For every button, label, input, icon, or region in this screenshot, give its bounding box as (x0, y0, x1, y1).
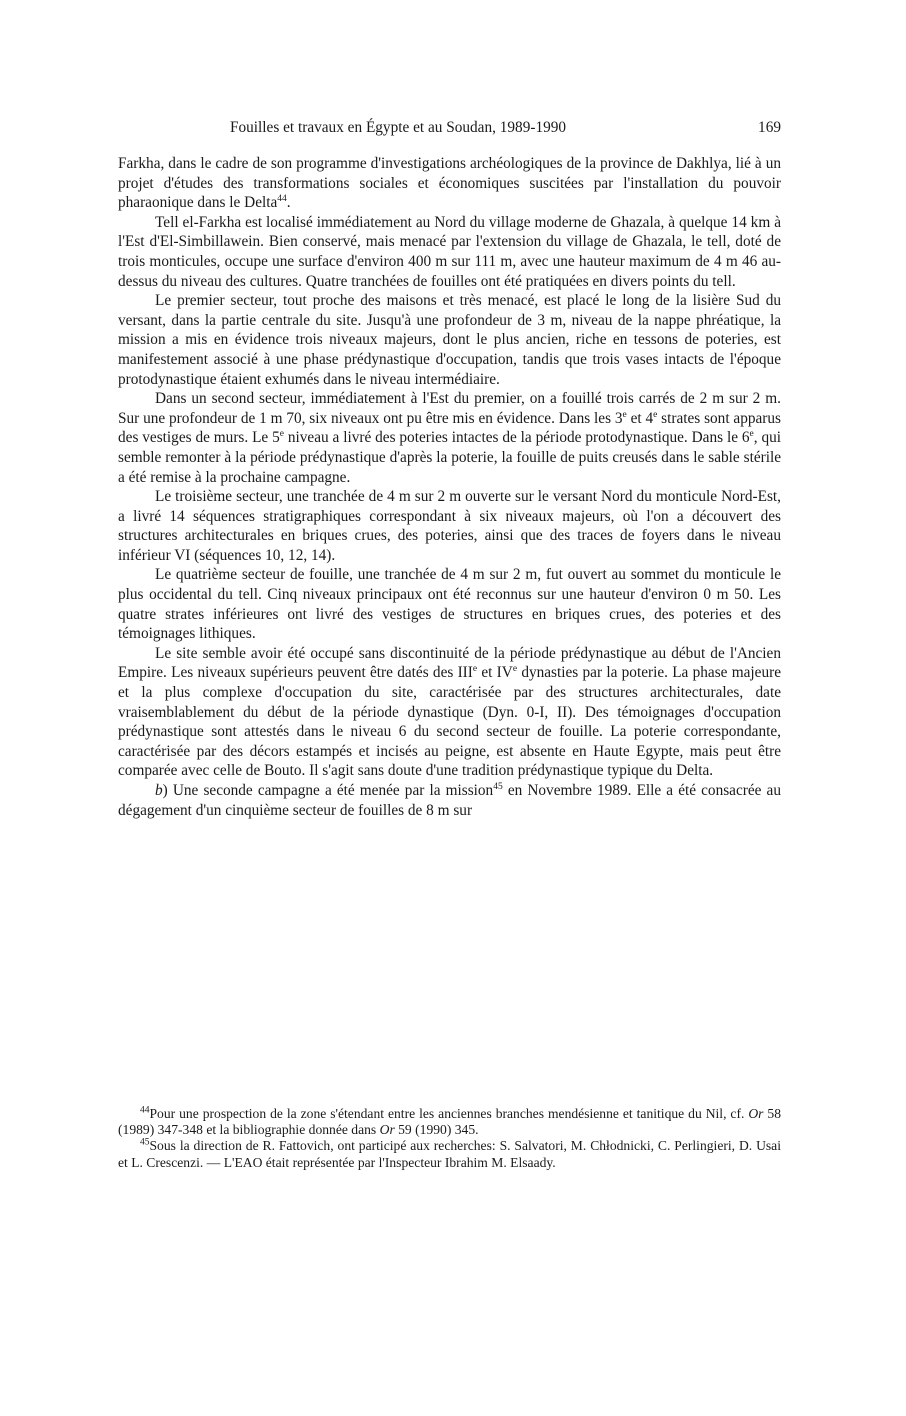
paragraph-4: Dans un second secteur, immédiatement à l'Est du premier, on a fouillé trois carrés de 2 m sur 2 m. Sur une profondeur de 1 m 70, six niveaux ont pu être mis en évidence. Dans les 3e et 4e strates sont apparus des vestiges de murs. Le 5e niveau a livré des poteries intactes de la période protodynastique. Dans le 6e, qui semble remonter à la période prédynastique d'après la poterie, la fouille de puits creusés dans le sable stérile a été remise à la prochaine campagne. (118, 390, 782, 486)
paragraph-3: Le premier secteur, tout proche des maisons et très menacé, est placé le long de la lisière Sud du versant, dans la partie centrale du site. Jusqu'à une profondeur de 3 m, niveau de la nappe phréatique, la mission a mis en évidence trois niveaux majeurs, dont le plus ancien, riche en tessons de poteries, est manifestement associé à une phase prédynastique d'occupation, tandis que trois vases intacts de l'époque protodynastique étaient exhumés dans le niveau intermédiaire. (118, 292, 781, 388)
paragraph-7: Le site semble avoir été occupé sans discontinuité de la période prédynastique au début de l'Ancien Empire. Les niveaux supérieurs peuvent être datés des IIIe et IVe dynasties par la poterie. La phase majeure et la plus complexe d'occupation du site, caractérisée par des structures architecturales, date vraisemblablement du début de la période dynastique (Dyn. 0-I, II). Des témoignages d'occupation prédynastique sont attestés dans le niveau 6 du second secteur de fouille. La poterie correspondante, caractérisée par des décors estampés et incisés au peigne, est absente en Haute Egypte, mais peut être comparée avec celle de Bouto. Il s'agit sans doute d'une tradition prédynastique typique du Delta. (118, 644, 781, 780)
running-title: Fouilles et travaux en Égypte et au Soudan, 1989-1990 (230, 119, 567, 136)
paragraph-2: Tell el-Farkha est localisé immédiatement au Nord du village moderne de Ghazala, à quelque 14 km à l'Est d'El-Simbillawein. Bien conservé, mais menacé par l'extension du village de Ghazala, le tell, doté de trois monticules, occupe une surface d'environ 400 m sur 111 m, avec une hauteur maximum de 4 m 46 au-dessus du niveau des cultures. Quatre tranchées de fouilles ont été pratiquées en divers points du tell. (118, 213, 781, 290)
body-text (118, 154, 781, 820)
paragraph-5: Le troisième secteur, une tranchée de 4 m sur 2 m ouverte sur le versant Nord du monticule Nord-Est, a livré 14 séquences stratigraphiques correspondant à six niveaux majeurs, où l'on a découvert des structures architecturales en briques crues, des poteries, ainsi que des traces de foyers dans le niveau inférieur VI (séquences 10, 12, 14). (118, 488, 781, 564)
paragraph-1: Farkha, dans le cadre de son programme d'investigations archéologiques de la province de Dakhlya, lié à un projet d'études des transformations sociales et économiques suscitées par l'installation du pouvoir pharaonique dans le Delta$^{44}$. (118, 155, 781, 212)
footnotes (118, 1106, 781, 1171)
footnote-44: $^{44}$Pour une prospection de la zone s'étendant entre les anciennes branches mendésienne et tanitique du Nil, cf. Or 58 (1989) 347-348 et la bibliographie donnée dans Or 59 (1990) 345. (118, 1105, 781, 1138)
document-page (118, 118, 781, 820)
footnote-45: $^{45}$Sous la direction de R. Fattovich, ont participé aux recherches: S. Salvatori, M. Chłodnicki, C. Perlingieri, D. Usai et L. Crescenzi. — L'EAO était représentée par l'Inspecteur Ibrahim M. Elsaady. (118, 1137, 781, 1170)
running-header (118, 118, 781, 140)
paragraph-8: b) Une seconde campagne a été menée par la mission$^{45}$ en Novembre 1989. Elle a été consacrée au dégagement d'un cinquième secteur de fouilles de 8 m sur (118, 781, 781, 819)
paragraph-6: Le quatrième secteur de fouille, une tranchée de 4 m sur 2 m, fut ouvert au sommet du monticule le plus occidental du tell. Cinq niveaux principaux ont été reconnus sur une hauteur d'environ 0 m 50. Les quatre strates inférieures ont livré des vestiges de structures en briques crues, des poteries et des témoignages lithiques. (118, 566, 781, 643)
footnote-ref-45: 45 (493, 781, 503, 792)
footnote-ref-44: 44 (277, 194, 287, 205)
page-number: 169 (758, 119, 781, 136)
